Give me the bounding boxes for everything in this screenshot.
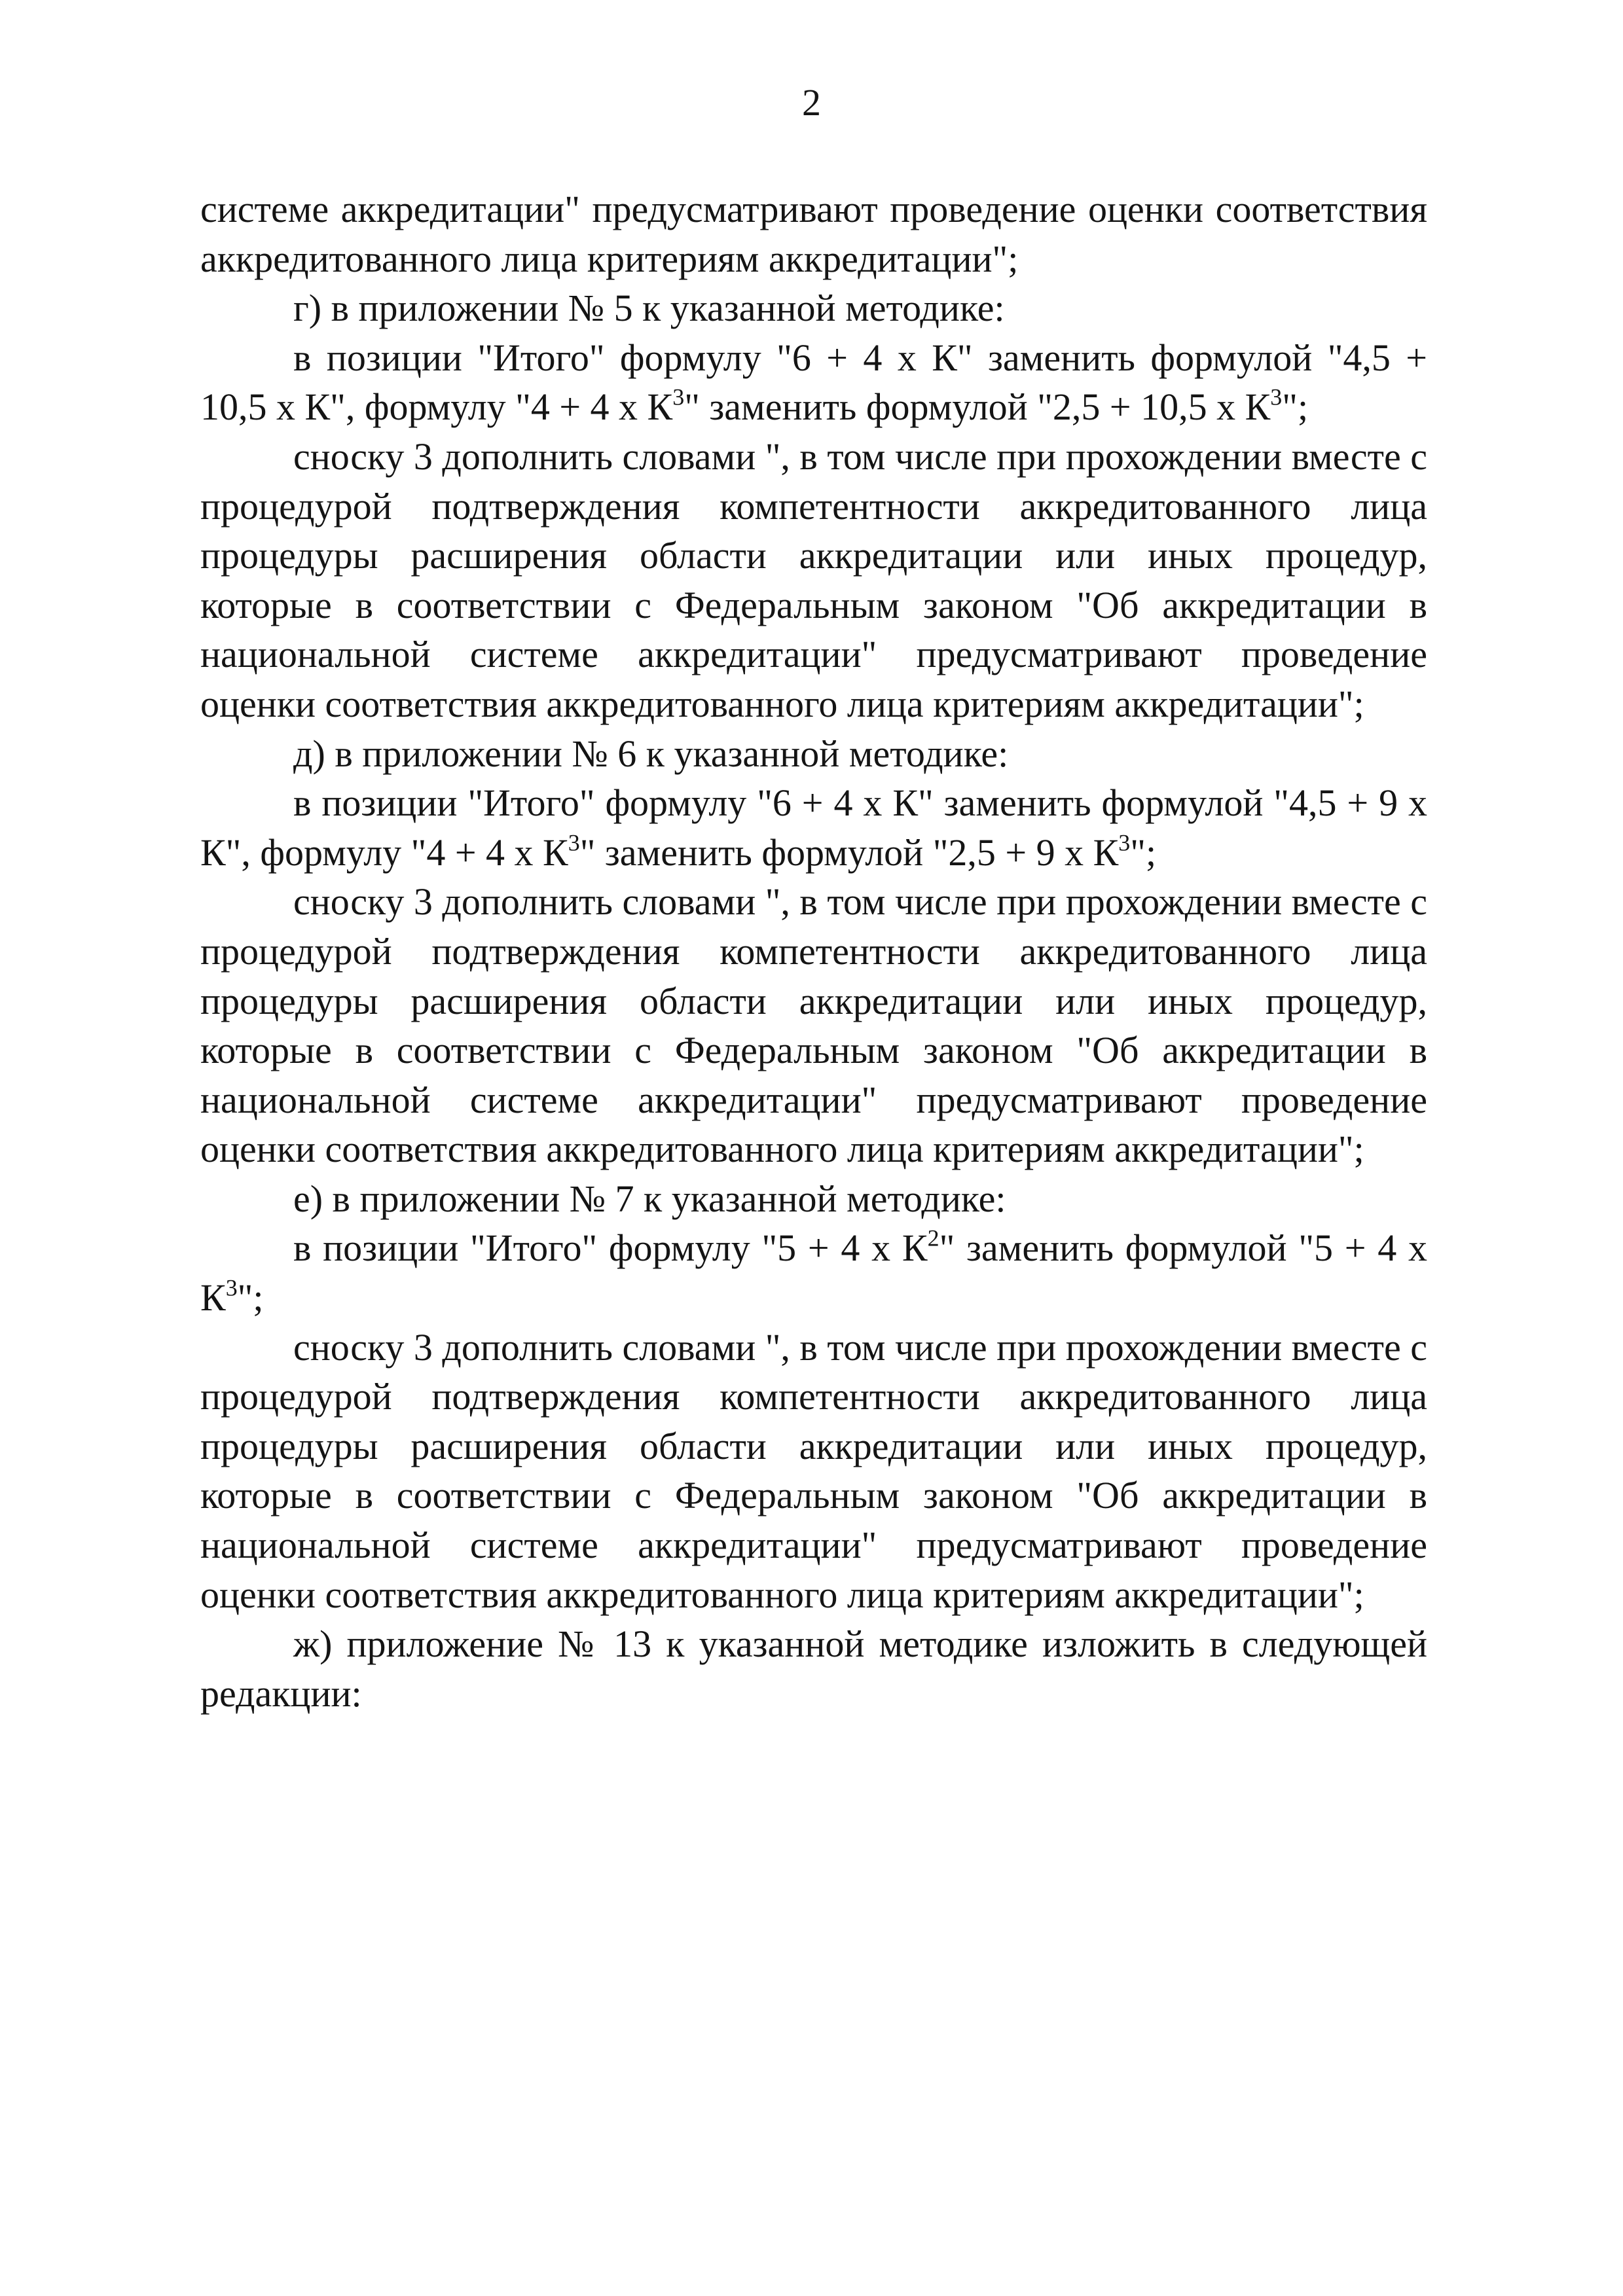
item-e-heading: е) в приложении № 7 к указанной методике:	[293, 1177, 1006, 1220]
item-e-formula-paragraph	[200, 1223, 1427, 1322]
continuation-paragraph: системе аккредитации" предусматривают проведение оценки соответствия аккредитованного лица критериям аккредитации";	[200, 188, 1427, 280]
item-g-formula-paragraph	[200, 333, 1427, 432]
page-number: 2	[802, 81, 821, 124]
item-e-exponent-1: 2	[927, 1225, 939, 1252]
item-e-exponent-2: 3	[225, 1274, 238, 1301]
item-g-exponent-2: 3	[1270, 384, 1283, 411]
item-g-exponent-1: 3	[672, 384, 685, 411]
item-g-formula-text-a: в позиции "Итого" формулу "6 + 4 х К" заменить формулой "4,5 + 10,5 х К", формулу "4 + 4 х К	[200, 336, 1427, 429]
item-d-exponent-1: 3	[568, 829, 580, 856]
item-d-formula-text-b: " заменить формулой "2,5 + 9 х К	[579, 831, 1119, 874]
item-e-formula-text-b: " заменить формулой "5 + 4 х К	[200, 1227, 1427, 1319]
item-e-formula-text-a: в позиции "Итого" формулу "5 + 4 х К	[293, 1227, 928, 1270]
item-g-formula-text-c: ";	[1282, 386, 1309, 429]
item-zh-paragraph: ж) приложение № 13 к указанной методике изложить в следующей редакции:	[200, 1623, 1427, 1715]
item-d-heading: д) в приложении № 6 к указанной методике:	[293, 732, 1009, 775]
item-d-formula-text-a: в позиции "Итого" формулу "6 + 4 х К" заменить формулой "4,5 + 9 х К", формулу "4 + 4 х К	[200, 781, 1427, 874]
item-d-exponent-2: 3	[1118, 829, 1131, 856]
item-g-formula-text-b: " заменить формулой "2,5 + 10,5 х К	[684, 386, 1271, 429]
item-e-formula-text-c: ";	[237, 1276, 264, 1319]
item-g-footnote-paragraph: сноску 3 дополнить словами ", в том числе при прохождении вместе с процедурой подтверждения компетентности аккредитованного лица процедуры расширения области аккредитации или иных процедур, которые в соответствии с Федеральным законом "Об аккредитации в национальной системе аккредитации" предусматривают проведение оценки соответствия аккредитованного лица критериям аккредитации";	[200, 435, 1427, 725]
item-g-heading: г) в приложении № 5 к указанной методике:	[293, 287, 1005, 330]
item-d-formula-text-c: ";	[1130, 831, 1157, 874]
item-e-footnote-paragraph: сноску 3 дополнить словами ", в том числе при прохождении вместе с процедурой подтверждения компетентности аккредитованного лица процедуры расширения области аккредитации или иных процедур, которые в соответствии с Федеральным законом "Об аккредитации в национальной системе аккредитации" предусматривают проведение оценки соответствия аккредитованного лица критериям аккредитации";	[200, 1325, 1427, 1616]
document-body	[200, 185, 1427, 1718]
item-d-formula-paragraph	[200, 778, 1427, 877]
item-d-footnote-paragraph: сноску 3 дополнить словами ", в том числе при прохождении вместе с процедурой подтверждения компетентности аккредитованного лица процедуры расширения области аккредитации или иных процедур, которые в соответствии с Федеральным законом "Об аккредитации в национальной системе аккредитации" предусматривают проведение оценки соответствия аккредитованного лица критериям аккредитации";	[200, 880, 1427, 1171]
